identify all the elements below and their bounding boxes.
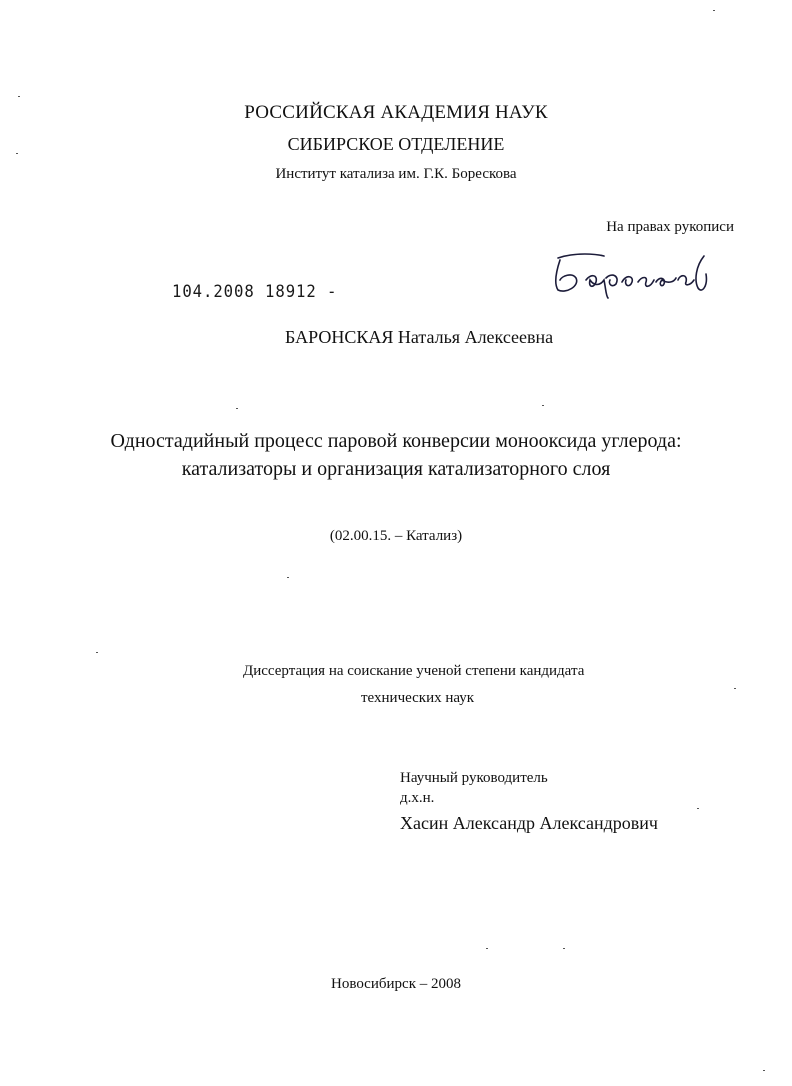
institute-name: Институт катализа им. Г.К. Борескова: [275, 166, 517, 182]
scan-speck: [16, 153, 18, 154]
registry-stamp-number: 104.2008 18912 -: [172, 282, 338, 302]
scan-speck: [763, 1070, 765, 1071]
dissertation-degree-line-1: Диссертация на соискание ученой степени кандидата: [243, 663, 585, 679]
supervisor-name: Хасин Александр Александрович: [400, 813, 658, 833]
scan-speck: [96, 652, 98, 653]
author-name: БАРОНСКАЯ Наталья Алексеевна: [285, 327, 554, 347]
specialty-code: (02.00.15. – Катализ): [329, 528, 463, 544]
academy-name: РОССИЙСКАЯ АКАДЕМИЯ НАУК: [244, 102, 548, 123]
scan-speck: [734, 688, 736, 689]
scan-speck: [542, 405, 544, 406]
dissertation-title-line-1: Одностадийный процесс паровой конверсии монооксида углерода:: [110, 430, 682, 452]
scan-speck: [287, 577, 289, 578]
dissertation-degree-line-2: технических наук: [361, 690, 475, 706]
branch-name: СИБИРСКОЕ ОТДЕЛЕНИЕ: [287, 134, 505, 154]
supervisor-role: Научный руководитель: [400, 770, 548, 786]
scan-speck: [18, 96, 20, 97]
scan-speck: [563, 948, 565, 949]
manuscript-rights-note: На правах рукописи: [606, 219, 734, 235]
scan-speck: [713, 10, 715, 11]
author-signature: [546, 250, 716, 305]
scan-speck: [486, 948, 488, 949]
supervisor-degree: д.х.н.: [400, 790, 435, 806]
scan-speck: [236, 408, 238, 409]
dissertation-title-line-2: катализаторы и организация катализаторного слоя: [181, 458, 611, 480]
scan-speck: [697, 808, 699, 809]
city-year: Новосибирск – 2008: [331, 976, 461, 992]
